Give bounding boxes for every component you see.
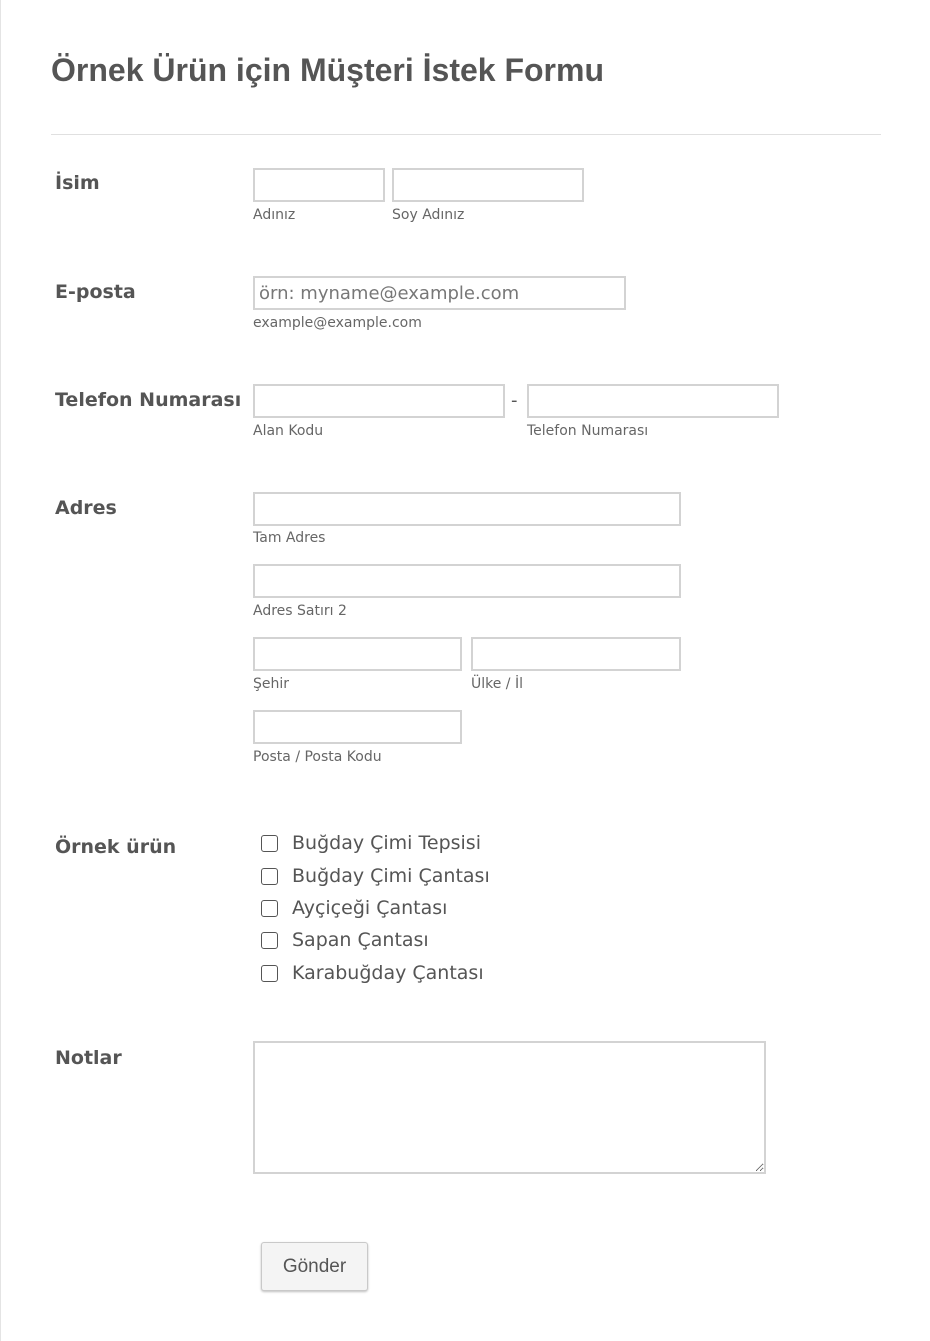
city-input[interactable] bbox=[253, 637, 462, 671]
checkbox-unchecked-icon[interactable] bbox=[261, 932, 278, 949]
postal-code-sublabel: Posta / Posta Kodu bbox=[253, 749, 382, 765]
phone-area-code-sublabel: Alan Kodu bbox=[253, 423, 324, 439]
phone-number-sublabel: Telefon Numarası bbox=[527, 423, 649, 439]
product-option-label: Sapan Çantası bbox=[292, 929, 429, 951]
product-option-label: Buğday Çimi Çantası bbox=[292, 865, 490, 887]
last-name-input[interactable] bbox=[392, 168, 584, 202]
city-sublabel: Şehir bbox=[253, 676, 290, 692]
phone-label: Telefon Numarası bbox=[55, 389, 242, 411]
notes-textarea[interactable] bbox=[253, 1041, 766, 1174]
email-input[interactable] bbox=[253, 276, 626, 310]
state-province-input[interactable] bbox=[471, 637, 681, 671]
phone-separator: - bbox=[511, 390, 518, 411]
address-line2-input[interactable] bbox=[253, 564, 681, 598]
product-option-pea-shoot-bag[interactable] bbox=[261, 927, 429, 953]
first-name-sublabel: Adınız bbox=[253, 207, 296, 223]
state-province-sublabel: Ülke / İl bbox=[471, 676, 523, 692]
street-address-sublabel: Tam Adres bbox=[253, 530, 326, 546]
postal-code-input[interactable] bbox=[253, 710, 462, 744]
product-option-buckwheat-bag[interactable] bbox=[261, 960, 484, 986]
product-option-wheatgrass-tray[interactable] bbox=[261, 830, 481, 856]
checkbox-unchecked-icon[interactable] bbox=[261, 868, 278, 885]
submit-button[interactable]: Gönder bbox=[261, 1242, 368, 1291]
product-option-label: Ayçiçeği Çantası bbox=[292, 897, 448, 919]
address-line2-sublabel: Adres Satırı 2 bbox=[253, 603, 347, 619]
first-name-input[interactable] bbox=[253, 168, 385, 202]
checkbox-unchecked-icon[interactable] bbox=[261, 900, 278, 917]
checkbox-unchecked-icon[interactable] bbox=[261, 835, 278, 852]
address-label: Adres bbox=[55, 497, 117, 519]
checkbox-unchecked-icon[interactable] bbox=[261, 965, 278, 982]
phone-number-input[interactable] bbox=[527, 384, 779, 418]
notes-label: Notlar bbox=[55, 1047, 122, 1069]
title-divider bbox=[51, 134, 881, 135]
email-sublabel: example@example.com bbox=[253, 315, 422, 331]
email-label: E-posta bbox=[55, 281, 136, 303]
name-label: İsim bbox=[55, 172, 100, 194]
sample-product-label: Örnek ürün bbox=[55, 836, 177, 858]
product-option-wheatgrass-bag[interactable] bbox=[261, 863, 490, 889]
street-address-input[interactable] bbox=[253, 492, 681, 526]
product-option-label: Karabuğday Çantası bbox=[292, 962, 484, 984]
form-title: Örnek Ürün için Müşteri İstek Formu bbox=[51, 52, 604, 88]
phone-area-code-input[interactable] bbox=[253, 384, 505, 418]
product-option-sunflower-bag[interactable] bbox=[261, 895, 447, 921]
last-name-sublabel: Soy Adınız bbox=[392, 207, 465, 223]
product-option-label: Buğday Çimi Tepsisi bbox=[292, 832, 481, 854]
